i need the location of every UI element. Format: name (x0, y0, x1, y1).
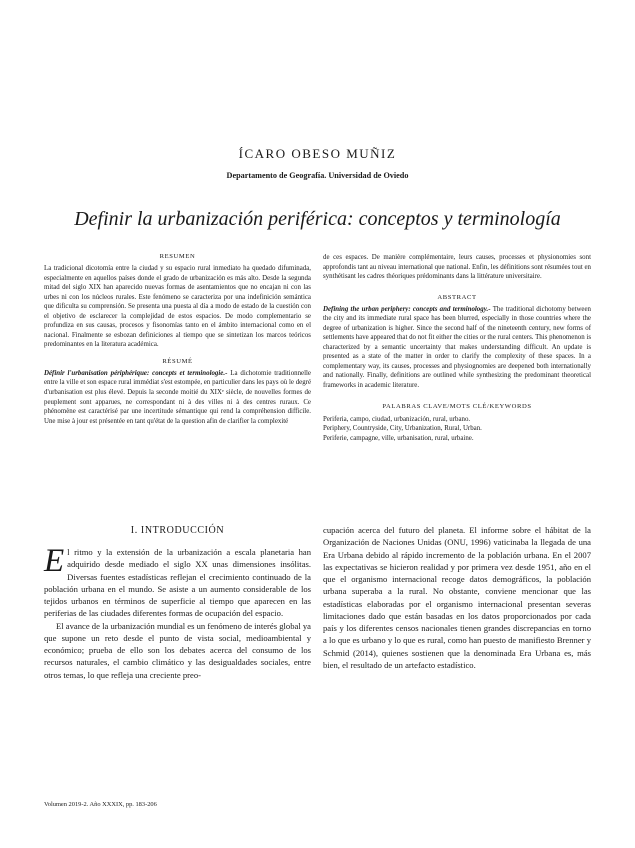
abstract-paragraph: The traditional dichotomy between the city and its immediate rural space has been blurred, especially in those countries where the degree of urbanization is higher. Since the second half of the nineteenth century, new forms of settlements have appeared that do not fit either the cities or the rural centers. This phenomenon is characterized by a semantic uncertainty that makes understanding difficult. An update is presented as a state of the matter in order to clarify the complexity of these spaces. In a complementary way, its causes, processes and physiognomies are deepened both internationally and nationally. Finally, definitions are outlined while synthesizing the predominant theoretical frameworks in academic literature. (323, 305, 591, 390)
keywords-es: Periferia, campo, ciudad, urbanización, rural, urbano. (323, 415, 471, 423)
keywords-heading: PALABRAS CLAVE/MOTS CLÉ/KEYWORDS (382, 402, 532, 410)
author-affiliation: Departamento de Geografía. Universidad de Oviedo (226, 171, 409, 180)
intro-paragraph-2: El avance de la urbanización mundial es un fenómeno de interés global ya que supone un reto desde el punto de vista social, medioambiental y económico; prueba de ello son los debates acerca del consumo de los recursos naturales, el cambio climático y las desigualdades sociales, entre otros temas, lo que refleja una creciente preo- (44, 620, 311, 680)
intro-paragraph-1 (44, 543, 311, 620)
keywords-list (323, 415, 591, 444)
author-name: ÍCARO OBESO MUÑIZ (238, 146, 397, 161)
drop-cap: E (44, 543, 65, 579)
resumen-text (44, 264, 311, 350)
abstract-left-column (44, 253, 311, 426)
resumen-heading: RESUMEN (159, 253, 196, 260)
resume-continued-paragraph: de ces espaces. De manière complémentaire, leurs causes, processes et physionomies sont approfondis tant au niveau international que national. Enfin, les définitions sont résumées tout en synthétisant les cadres théoriques prédominants dans la littérature universitaire. (323, 254, 591, 281)
resume-paragraph: La dichotomie traditionnelle entre la ville et son espace rural immédiat s'est estompée, en particulier dans les pays où le degré d'urbanisation est plus élevé. Depuis la seconde moitié du XIXᵉ siècle, de nouvelles formes de peuplement sont apparues, ne correspondant ni à des villes ni à des centres ruraux. Ce phénomène est caractérisé par une incertitude sémantique qui rend la compréhension difficile. Une mise à jour est présentée en tant qu'état de la question afin de clarifier la complexité (44, 369, 311, 425)
resume-lead: Définir l'urbanisation périphérique: concepts et terminologie.- (44, 369, 228, 377)
resume-text (44, 369, 311, 426)
article-title: Definir la urbanización periférica: conceptos y terminología (74, 208, 561, 230)
intro-left-column (44, 543, 311, 681)
section-heading-introduccion: I. INTRODUCCIÓN (130, 525, 225, 536)
page-footer: Volumen 2019-2. Año XXXIX, pp. 183-206 (44, 801, 157, 808)
keywords-fr: Periferie, campagne, ville, urbanisation, rural, urbaine. (323, 434, 474, 442)
abstract-text (323, 305, 591, 391)
keywords-en: Periphery, Countryside, City, Urbanization, Rural, Urban. (323, 425, 482, 433)
intro-paragraph-3: cupación acerca del futuro del planeta. El informe sobre el hábitat de la Organización de Naciones Unidas (ONU, 1996) vaticinaba la llegada de una Era Urbana debido al rápido incremento de la población urbana. En el 2007 las expectativas se hicieron realidad y por primera vez desde 1951, año en el que el organismo internacional recoge datos demográficos, la población urbana superaba a la rural. No obstante, conviene mencionar que las estadísticas elaboradas por el organismo internacional presentan severas limitaciones dado que están basadas en los datos proporcionados por cada país y los diferentes censos nacionales tienen grandes discrepancias en torno a lo que es urbano y lo que es rural, como han puesto de manifiesto Brenner y Schmid (2014), quienes sostienen que la denominada Era Urbana es, más bien, el resultado de un artefacto estadístico. (323, 525, 591, 670)
resume-continued (323, 253, 591, 282)
abstract-heading: ABSTRACT (437, 293, 477, 301)
intro-right-column (323, 524, 591, 671)
resume-heading: RÉSUMÉ (162, 357, 193, 365)
resumen-paragraph: La tradicional dicotomía entre la ciudad y su espacio rural inmediato ha quedado difuminada, especialmente en aquellos países donde el grado de urbanización es más alto. Desde la segunda mitad del siglo XIX han aparecido nuevas formas de asentamientos que no encajan ni con las urbes ni con los núcleos rurales. Este fenómeno se caracteriza por una indefinición semántica que dificulta su comprensión. Se presenta una puesta al día a modo de estado de la cuestión con el objetivo de esclarecer la complejidad de estos espacios. De modo complementario se profundiza en sus causas, procesos y fisonomías tanto en el ámbito internacional como en el nacional. Finalmente se esbozan definiciones al tiempo que se sintetizan los marcos teóricos predominantes en la literatura académica. (44, 265, 311, 349)
abstract-lead: Defining the urban periphery: concepts and terminology.- (323, 305, 491, 313)
intro-paragraph-1-text: l ritmo y la extensión de la urbanización a escala planetaria han adquirido desde mediado el siglo XX unas dimensiones insólitas. Diversas fuentes estadísticas reflejan el crecimiento continuado de la población urbana en el mundo. Se asiste a un aumento considerable de los tejidos urbanos en términos de superficie al tiempo que aparecen en las periferias de las ciudades diferentes formas de ocupación del espacio. (44, 547, 311, 619)
abstract-right-column (323, 253, 591, 443)
